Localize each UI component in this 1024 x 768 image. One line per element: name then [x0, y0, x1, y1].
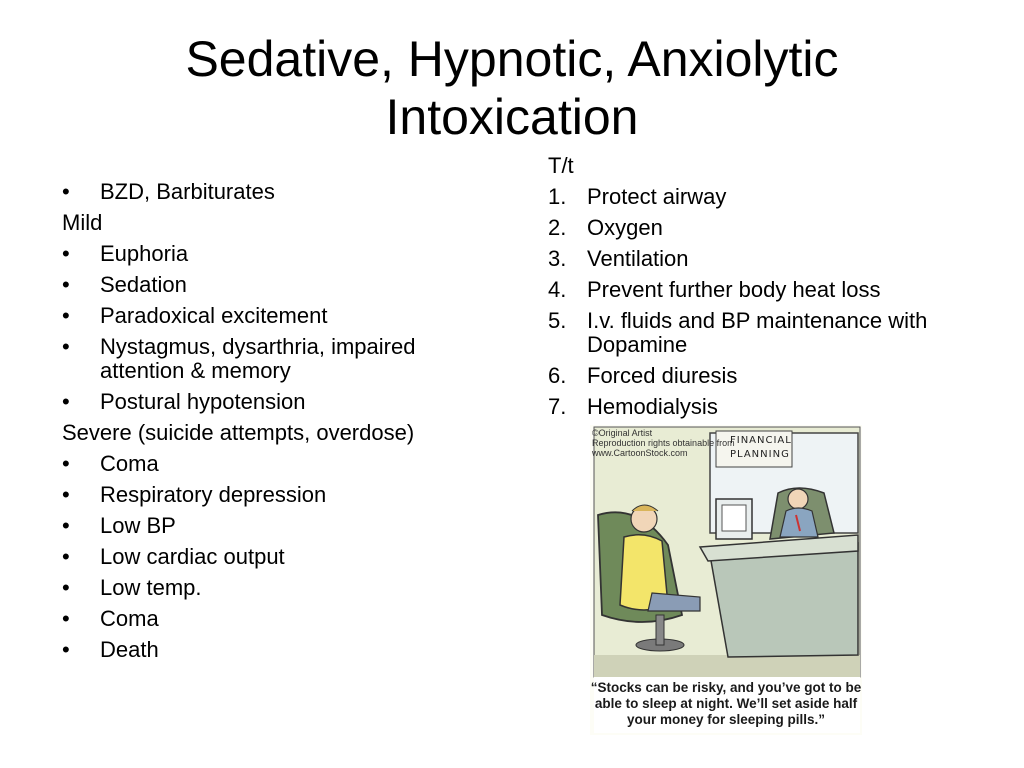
- bullet-text: Low cardiac output: [100, 544, 285, 569]
- treatment-text: Prevent further body heat loss: [587, 277, 881, 302]
- cartoon-image: [590, 425, 862, 735]
- treatment-number: 3.: [548, 246, 567, 271]
- bullet-dot: •: [62, 637, 70, 662]
- symptoms-list: [62, 180, 502, 669]
- treatment-item: [548, 247, 968, 271]
- bullet-item: [62, 273, 502, 297]
- bullet-item: [62, 607, 502, 631]
- treatment-header: T/t: [548, 153, 574, 178]
- credit-line2: Reproduction rights obtainable from: [592, 438, 735, 448]
- bullet-text: BZD, Barbiturates: [100, 179, 275, 204]
- treatment-text: Ventilation: [587, 246, 689, 271]
- bullet-dot: •: [62, 303, 70, 328]
- bullet-item: [62, 638, 502, 662]
- treatment-item: [548, 364, 968, 388]
- bullet-dot: •: [62, 334, 70, 359]
- treatment-text: Oxygen: [587, 215, 663, 240]
- bullet-item: [62, 514, 502, 538]
- treatment-number: 4.: [548, 277, 567, 302]
- cartoon-credit: [592, 428, 735, 458]
- bullet-text: Sedation: [100, 272, 187, 297]
- bullet-text: Nystagmus, dysarthria, impaired attention & memory: [100, 334, 416, 383]
- treatment-item: [548, 185, 968, 209]
- treatment-text: I.v. fluids and BP maintenance with Dopamine: [587, 308, 928, 357]
- bullet-dot: •: [62, 389, 70, 414]
- bullet-item: [62, 242, 502, 266]
- credit-line1: ©Original Artist: [592, 428, 653, 438]
- bullet-text: Euphoria: [100, 241, 189, 266]
- treatment-number: 6.: [548, 363, 567, 388]
- bullet-dot: •: [62, 482, 70, 507]
- bullet-dot: •: [62, 544, 70, 569]
- bullet-item: [62, 483, 502, 507]
- treatment-text: Hemodialysis: [587, 394, 718, 419]
- treatment-number: 1.: [548, 184, 567, 209]
- treatment-item: [548, 395, 968, 419]
- bullet-text: Low BP: [100, 513, 176, 538]
- slide-title-line2: Intoxication: [385, 89, 639, 145]
- bullet-dot: •: [62, 451, 70, 476]
- bullet-text: Respiratory depression: [100, 482, 327, 507]
- bullet-item: [62, 180, 502, 204]
- cartoon-caption: “Stocks can be risky, and you’ve got to be able to sleep at night. We’ll set aside half your money for sleeping pills.”: [590, 680, 862, 727]
- treatment-number: 5.: [548, 308, 567, 333]
- bullet-item: [62, 335, 502, 383]
- bullet-item: [62, 390, 502, 414]
- bullet-item: [62, 452, 502, 476]
- bullet-item: [62, 545, 502, 569]
- sign-line1: FINANCIAL: [730, 435, 792, 446]
- bullet-dot: •: [62, 241, 70, 266]
- treatment-number: 2.: [548, 215, 567, 240]
- treatment-text: Protect airway: [587, 184, 727, 209]
- bullet-dot: •: [62, 179, 70, 204]
- treatment-item: [548, 309, 968, 357]
- treatment-item: [548, 216, 968, 240]
- bullet-dot: •: [62, 513, 70, 538]
- bullet-dot: •: [62, 272, 70, 297]
- bullet-item: [62, 576, 502, 600]
- slide-title-line1: Sedative, Hypnotic, Anxiolytic: [185, 31, 839, 87]
- bullet-text: Paradoxical excitement: [100, 303, 328, 328]
- bullet-text: Death: [100, 637, 159, 662]
- bullet-text: Coma: [100, 451, 159, 476]
- section-heading: Severe (suicide attempts, overdose): [62, 420, 415, 445]
- treatment-list: [548, 154, 968, 426]
- section-heading: Mild: [62, 210, 103, 235]
- bullet-text: Low temp.: [100, 575, 202, 600]
- bullet-dot: •: [62, 606, 70, 631]
- sign-line2: PLANNING: [730, 449, 790, 460]
- treatment-number: 7.: [548, 394, 567, 419]
- bullet-text: Postural hypotension: [100, 389, 306, 414]
- bullet-dot: •: [62, 575, 70, 600]
- bullet-item: [62, 304, 502, 328]
- treatment-item: [548, 278, 968, 302]
- credit-line3: www.CartoonStock.com: [592, 448, 688, 458]
- bullet-text: Coma: [100, 606, 159, 631]
- slide-title: [0, 30, 1024, 146]
- treatment-text: Forced diuresis: [587, 363, 738, 388]
